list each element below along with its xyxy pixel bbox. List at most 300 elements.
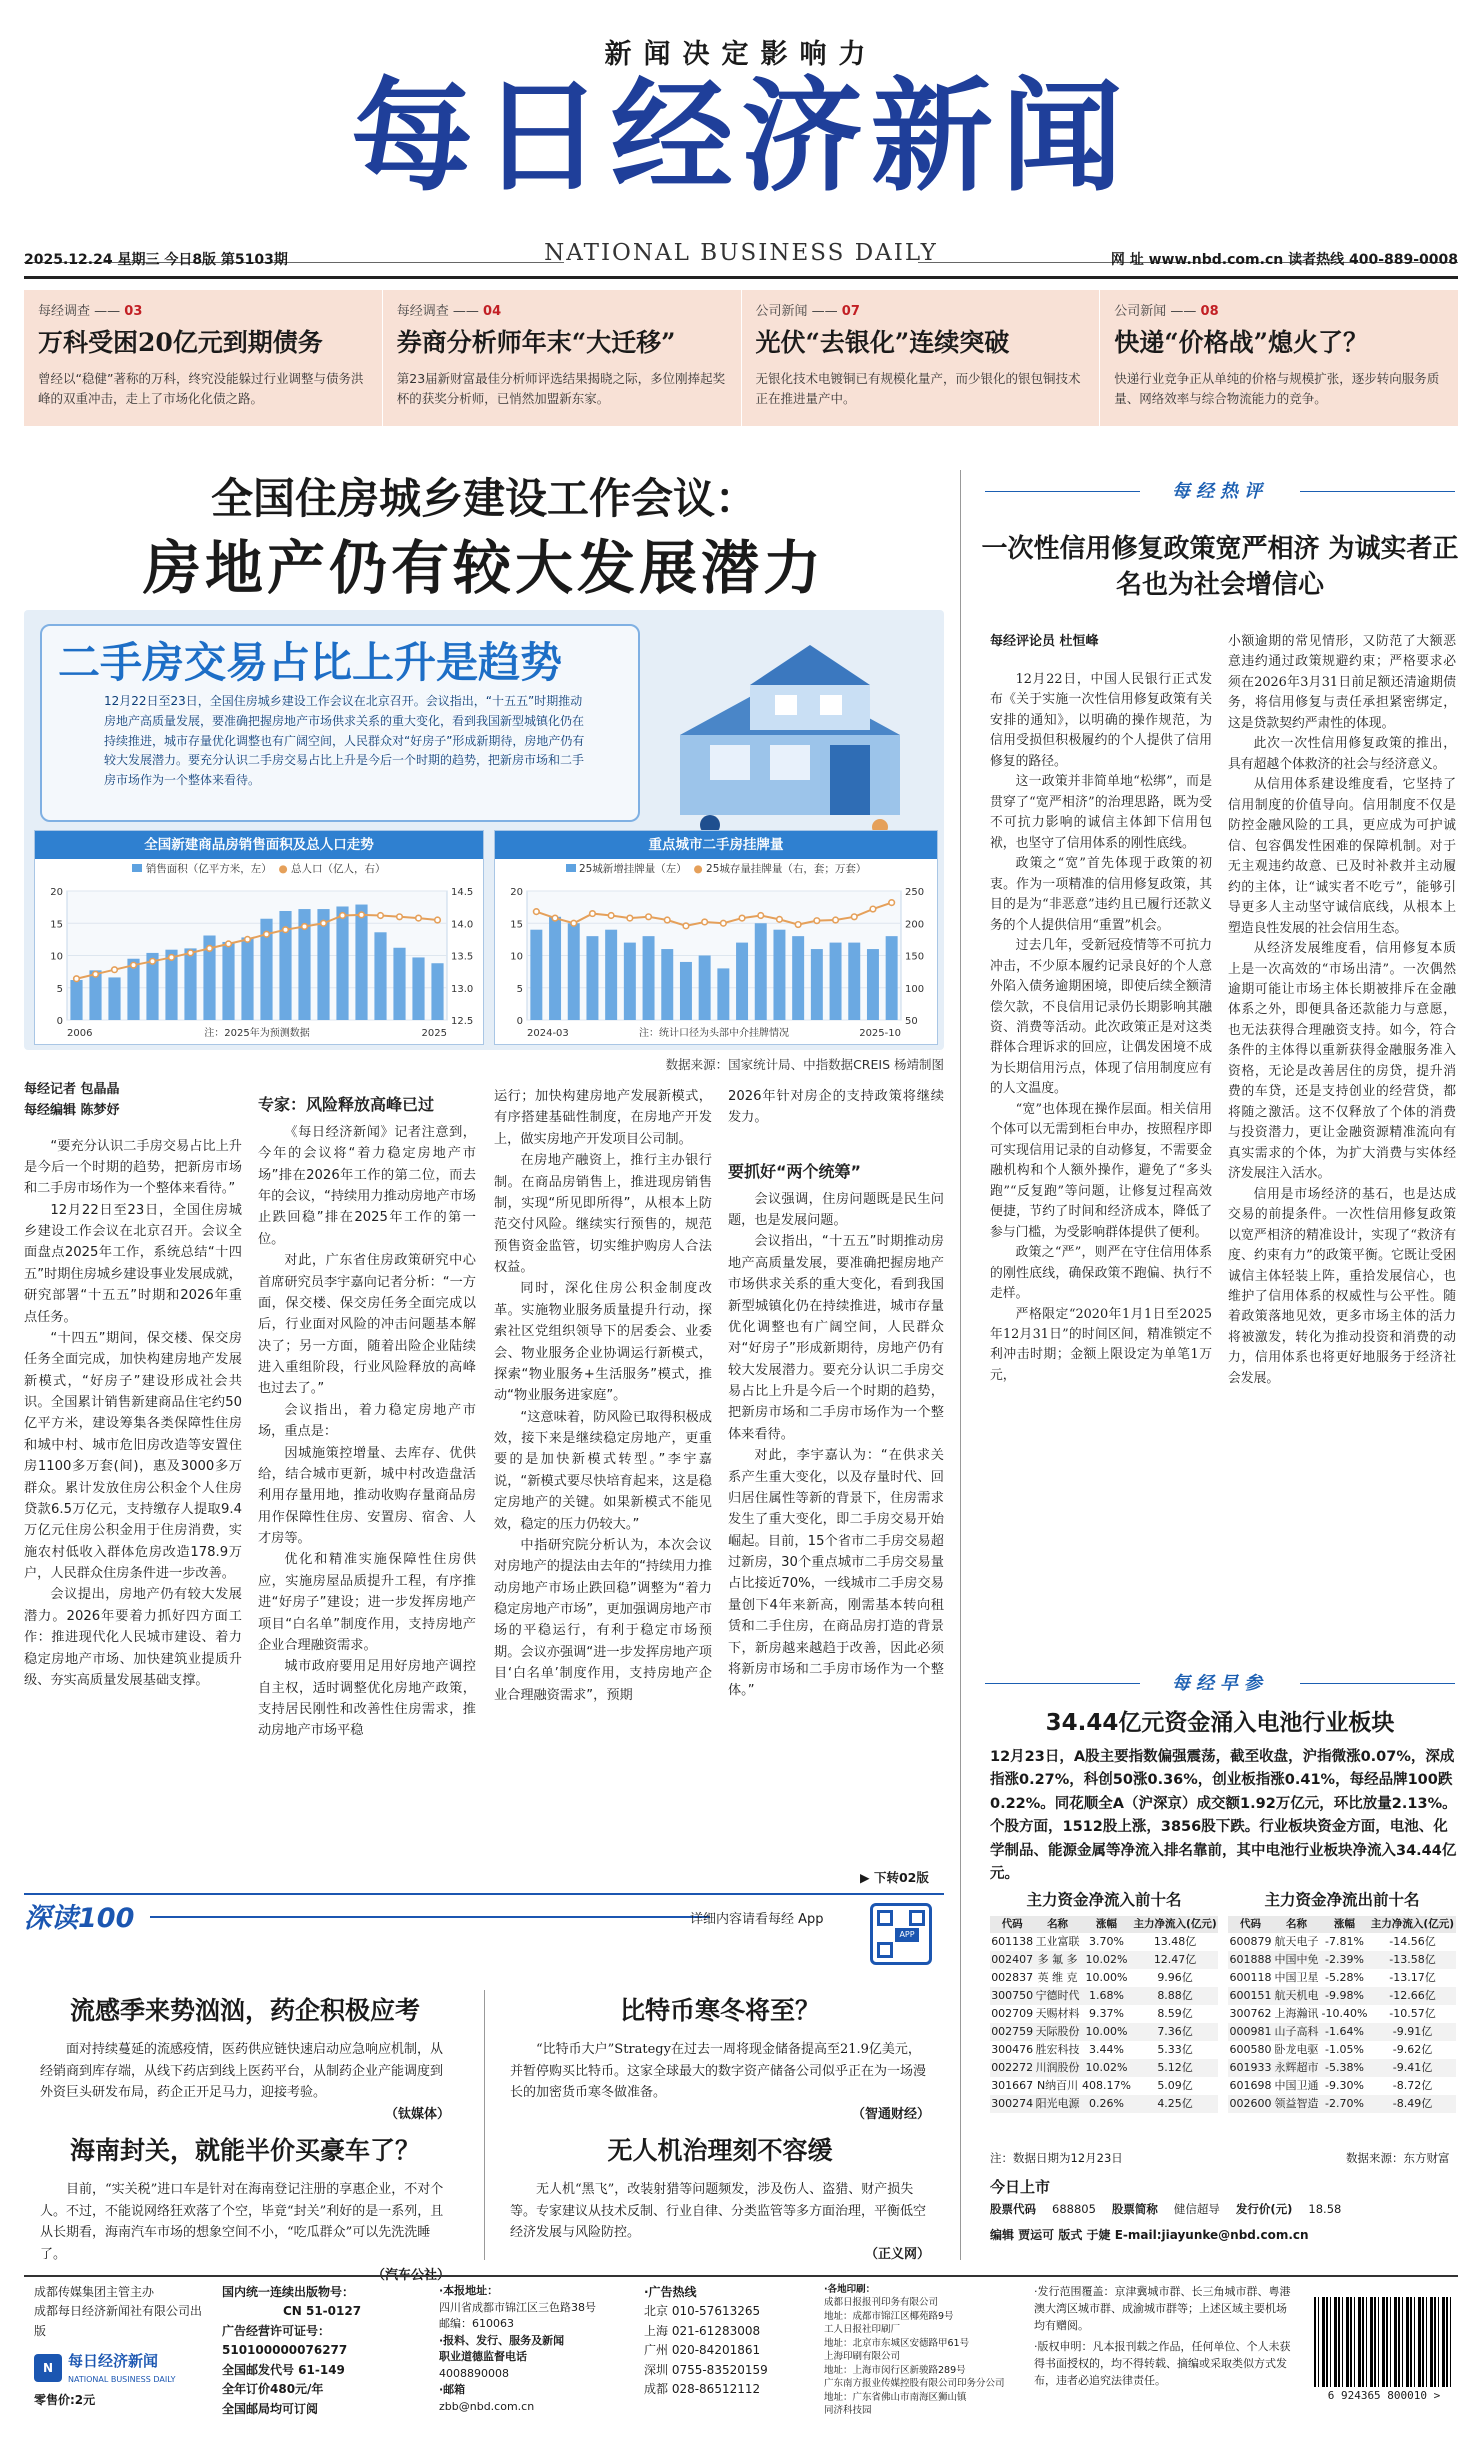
deep-read-item[interactable] — [510, 1990, 930, 2125]
paragraph: 从经济发展维度看，信用修复本质上是一次高效的“市场出清”。一次偶然逾期可能让市场主体长期被排斥在金融体系之外，即便具备还款能力与意愿，也无法获得合理融资支持。如今，符合条件的主体得以重新获得金融服务准入资格，无论是改善居住的房贷，提升消费的车贷，还是支持创业的经营贷，都将随之激活。这不仅释放了个体的消费与投资潜力，更让金融资源精准流向有真实需求的个体，为扩大消费与实体经济发展注入活水。 — [1228, 941, 1456, 1182]
deep-read-item[interactable] — [40, 2130, 450, 2286]
article-column-4 — [728, 1086, 944, 1702]
table-cell: -1.64% — [1325, 2024, 1364, 2038]
footer-registration: 国内统一连续出版物号： CN 51-0127 广告经营许可证号：510100000076277 全国邮发代号 61-149 全年订价480元/年 全国邮局均可订阅 — [222, 2285, 362, 2416]
table-cell: 002272 — [991, 2060, 1034, 2074]
deep-read-rule — [24, 1893, 944, 1895]
line-point — [93, 972, 99, 978]
table-cell: 601933 — [1229, 2060, 1272, 2074]
table-header: 主力净流入(亿元) — [1132, 1916, 1218, 1933]
table-cell: -9.91亿 — [1392, 2024, 1433, 2038]
teaser-section: 每经调查 —— 03 — [38, 304, 143, 319]
table-row — [1228, 2041, 1456, 2059]
table-cell: 4.25亿 — [1157, 2097, 1193, 2111]
deep-read-line — [150, 1916, 710, 1918]
table-cell: 301667 — [991, 2078, 1034, 2092]
table-header: 代码 — [1228, 1916, 1273, 1933]
table-cell: -9.62亿 — [1392, 2042, 1433, 2056]
publisher-line: 成都传媒集团主管主办 — [34, 2285, 155, 2299]
table-cell: 300274 — [991, 2097, 1034, 2111]
y-tick-label: 10 — [50, 951, 63, 963]
table-cell: 天赐材料 — [1035, 2006, 1080, 2020]
teaser-summary: 第23届新财富最佳分析师评选结果揭晓之际，多位刚捧起奖杯的获奖分析师，已悄然加盟新东家。 — [396, 370, 726, 406]
chart-title: 重点城市二手房挂牌量 — [495, 831, 937, 859]
paragraph: 信用是市场经济的基石，也是达成交易的前提条件。一次性信用修复政策以宽严相济的精准设计，实现了“救济有度、约束有力”的政策平衡。它既让受困诚信主体轻装上阵，重拾发展信心，也维护了信用体系的权威性与公平性。随着政策落地见效，更多市场主体的活力将被激发，转化为推动投资和消费的动力，信用体系也将更好地服务于经济社会发展。 — [1228, 1186, 1456, 1386]
bar — [830, 943, 842, 1020]
line-point — [207, 946, 213, 952]
chart-plot — [495, 879, 937, 1044]
table-cell: -2.70% — [1325, 2097, 1364, 2111]
teaser-headline: 快递“价格战”熄火了？ — [1114, 328, 1369, 358]
bar — [699, 956, 711, 1021]
table-cell: 0.26% — [1088, 2097, 1124, 2111]
paragraph: 2026年针对房企的支持政策将继续发力。 — [728, 1089, 944, 1126]
table-cell: 胜宏科技 — [1035, 2042, 1080, 2056]
opinion-column-b — [1228, 632, 1456, 1389]
table-cell: 601698 — [1229, 2078, 1272, 2092]
bar — [70, 980, 82, 1020]
table-row — [990, 1951, 1218, 1969]
bar — [549, 917, 561, 1020]
table-cell: -14.56亿 — [1389, 1934, 1436, 1948]
deep-read-item[interactable] — [510, 2130, 930, 2265]
chart-note: 注：2025年为预测数据 — [204, 1028, 310, 1040]
table-cell: 5.12亿 — [1157, 2060, 1193, 2074]
table-header: 名称 — [1034, 1916, 1080, 1933]
table-cell: 永辉超市 — [1274, 2060, 1319, 2074]
bar — [661, 949, 673, 1020]
app-label: APP — [895, 1928, 919, 1942]
table-cell: 山子高科 — [1274, 2024, 1319, 2038]
table-cell: 7.36亿 — [1157, 2024, 1193, 2038]
table-row — [990, 1987, 1218, 2005]
column-divider — [484, 1990, 485, 2260]
lead-kicker: 全国住房城乡建设工作会议： — [210, 474, 757, 523]
infographic-title: 二手房交易占比上升是趋势 — [58, 638, 563, 687]
y-tick-label: 0 — [56, 1016, 63, 1028]
teaser-headline: 券商分析师年末“大迁移” — [396, 328, 676, 358]
paragraph: 同时，深化住房公积金制度改革。实施物业服务质量提升行动，探索社区党组织领导下的居委会、业委会、物业服务企业协调运行新模式，探索“物业服务+生活服务”模式，推动“物业服务进家庭”。 — [494, 1281, 712, 1404]
table-cell: 600118 — [1229, 1970, 1272, 1984]
table-cell: 10.02% — [1085, 2060, 1128, 2074]
table-cell: 300750 — [991, 1988, 1034, 2002]
deep-read-body: “比特币大户”Strategy在过去一周将现金储备提高至21.9亿美元，并暂停购买比特币。这家全球最大的数字资产储备公司似乎正在为一场漫长的加密货币寒冬做准备。 — [510, 2042, 927, 2101]
line-point — [131, 963, 137, 969]
teaser-section: 每经调查 —— 04 — [396, 304, 502, 319]
y2-tick-label: 100 — [905, 984, 925, 996]
table-row — [990, 1969, 1218, 1987]
y-tick-label: 10 — [510, 951, 523, 963]
line-point — [435, 917, 441, 923]
line-point — [608, 913, 614, 919]
table-cell: -12.66亿 — [1389, 1988, 1436, 2002]
line-point — [416, 916, 422, 922]
line-point — [112, 967, 118, 973]
bar — [184, 949, 196, 1021]
market-headline: 34.44亿元资金涌入电池行业板块 — [1045, 1710, 1395, 1736]
bar — [848, 943, 860, 1020]
table-cell: 上海瀚讯 — [1274, 2006, 1319, 2020]
table-row — [1228, 1987, 1456, 2005]
table-note: 注：数据日期为12月23日 — [990, 2151, 1123, 2165]
table-row — [1228, 2077, 1456, 2095]
teaser-summary: 快递行业竞争正从单纯的价格与规模扩张，逐步转向服务质量、网络效率与综合物流能力的竞争。 — [1114, 370, 1440, 406]
table-cell: 10.02% — [1085, 1952, 1128, 1966]
table-cell: 12.47亿 — [1153, 1952, 1197, 1966]
paragraph: 运行；加快构建房地产发展新模式，有序搭建基础性制度，在房地产开发上，做实房地产开发项目公司制。 — [494, 1089, 712, 1147]
qr-code-icon[interactable] — [870, 1903, 932, 1965]
line-point — [188, 950, 194, 956]
table-cell: -13.17亿 — [1389, 1970, 1436, 1984]
infographic-source: 数据来源：国家统计局、中指数据CREIS 杨靖制图 — [665, 1057, 944, 1072]
continue-link[interactable]: ▶ 下转02版 — [860, 1870, 929, 1885]
bar — [736, 943, 748, 1020]
line-point — [814, 918, 820, 924]
table-row — [1228, 2005, 1456, 2023]
table-cell: -7.81% — [1325, 1934, 1364, 1948]
line-point — [226, 941, 232, 947]
chart-note: 注：统计口径为头部中介挂牌情况 — [639, 1028, 789, 1040]
table-cell: 002600 — [1229, 2097, 1272, 2111]
line-point — [397, 914, 403, 920]
price: 零售价:2元 — [34, 2392, 96, 2407]
paragraph: 这一政策并非简单地“松绑”，而是贯穿了“宽严相济”的治理思路，既为受不可抗力影响的诚信主体卸下信用包袱，也坚守了信用体系的刚性底线。 — [990, 774, 1212, 851]
bar — [586, 936, 598, 1020]
inflow-table-block — [990, 1888, 1218, 2113]
bar — [717, 969, 729, 1021]
masthead-slogan: 新闻决定影响力 — [604, 39, 878, 70]
bar — [886, 936, 898, 1020]
article-column-1 — [24, 1080, 242, 1691]
table-cell: 10.00% — [1085, 2024, 1128, 2038]
table-cell: -5.38% — [1325, 2060, 1364, 2074]
paragraph: 12月22日至23日，全国住房城乡建设工作会议在北京召开。会议全面盘点2025年工作，系统总结“十四五”时期住房城乡建设事业发展成就，研究部署“十五五”时期和2026年重点任务。 — [24, 1202, 242, 1325]
line-point — [683, 923, 689, 929]
teaser-item[interactable] — [1099, 290, 1458, 426]
paragraph: “十四五”期间，保交楼、保交房任务全面完成，加快构建房地产发展新模式，“好房子”建设形成社会共识。全国累计销售新建商品住宅约50亿平方米，建设筹集各类保障性住房和城中村、城市危旧房改造等安置住房1100多万套(间)，惠及3000多万群众。累计发放住房公积金个人住房贷款6.5万亿元，支持缴存人提取9.4万亿元住房公积金用于住房消费，实施农村低收入群体危房改造178.9万户，人民群众住房条件进一步改善。 — [24, 1330, 242, 1582]
line-point — [571, 921, 577, 927]
subheading: 要抓好“两个统筹” — [728, 1161, 862, 1181]
table-row — [990, 2005, 1218, 2023]
paragraph: 对此，广东省住房政策研究中心首席研究员李宇嘉向记者分析：“一方面，保交楼、保交房任务全面完成以后，行业面对风险的冲击问题基本解决了；另一方面，随着出险企业陆续进入重组阶段，行业风险释放的高峰也过去了。” — [258, 1253, 476, 1397]
table-cell: 中国卫通 — [1274, 2078, 1319, 2092]
table-cell: 1.68% — [1088, 1988, 1124, 2002]
table-cell: 航天电子 — [1274, 1934, 1319, 1948]
table-cell: 天际股份 — [1035, 2024, 1080, 2038]
teaser-strip — [24, 290, 1458, 426]
bar — [867, 949, 879, 1020]
table-cell: 5.33亿 — [1157, 2042, 1193, 2056]
table-cell: 408.17% — [1081, 2078, 1131, 2092]
y2-tick-label: 14.0 — [451, 919, 474, 931]
masthead-divider — [24, 276, 1458, 279]
table-cell: 601888 — [1229, 1952, 1272, 1966]
market-summary: 12月23日，A股主要指数偏强震荡，截至收盘，沪指微涨0.07%，深成指涨0.27%，科创50涨0.36%，创业板指涨0.41%，每经品牌100跌0.22%。同花顺全A（沪深京）成交额1.92万亿元，环比放量2.13%。个股方面，1512股上涨，3856股下跌。行业板块资金方面，电池、化学制品、能源金属等净流入排名靠前，其中电池行业板块净流入34.44亿元。 — [990, 1749, 1457, 1883]
line-point — [646, 914, 652, 920]
paragraph: 因城施策控增量、去库存、优供给，结合城市更新，城中村改造盘活利用存量用地，推动收购存量商品房用作保障性住房、安置房、宿舍、人才房等。 — [258, 1445, 476, 1547]
table-cell: -8.72亿 — [1392, 2078, 1433, 2092]
table-cell: 000981 — [1229, 2024, 1272, 2038]
paragraph: 会议指出，着力稳定房地产市场，重点是： — [258, 1402, 476, 1440]
table-header: 涨幅 — [1081, 1916, 1132, 1933]
bar — [792, 936, 804, 1020]
table-cell: 5.09亿 — [1157, 2078, 1193, 2092]
paragraph: 政策之“严”，则严在守住信用体系的刚性底线，确保政策不跑偏、执行不走样。 — [990, 1245, 1212, 1302]
ipo-row: 股票代码 688805 股票简称 健信超导 发行价(元) 18.58 — [990, 2202, 1342, 2216]
bar — [393, 948, 405, 1020]
table-row — [1228, 1951, 1456, 1969]
table-cell: 中国卫星 — [1274, 1970, 1319, 1984]
table-row — [990, 2077, 1218, 2095]
deep-read-more[interactable]: 详细内容请看每经 App — [690, 1912, 824, 1927]
opinion-headline: 一次性信用修复政策宽严相济 为诚实者正名也为社会增信心 — [981, 534, 1459, 600]
paragraph: 对此，李宇嘉认为：“在供求关系产生重大变化，以及存量时代、回归居住属性等新的背景下，住房需求发生了重大变化，即二手房交易开始崛起。目前，15个省市二手房交易超过新房，30个重点城市二手房交易量占比接近70%，一线城市二手房交易量创下4年来新高，刚需基本转向租赁和二手住房，在商品房打造的背景下，新房越来越趋于改善，因此必须将新房市场和二手房市场作为一个整体。” — [728, 1448, 944, 1699]
teaser-summary: 无银化技术电镀铜已有规模化量产，而少银化的银包铜技术正在推进量产中。 — [755, 370, 1081, 406]
x-tick-label: 2006 — [67, 1028, 93, 1040]
table-cell: -13.58亿 — [1389, 1952, 1436, 1966]
table-cell: N纳百川 — [1036, 2078, 1079, 2092]
reporter-byline: 每经记者 包晶晶 — [24, 1082, 120, 1097]
deep-read-title: 海南封关，就能半价买豪车了？ — [69, 2136, 420, 2165]
deep-read-body: 目前，“实关税”进口车是针对在海南登记注册的享惠企业，不对个人。不过，不能说网络狂欢落了个空，毕竟“封关”利好的是一系列，且从长期看，海南汽车市场的想象空间不小，“吃瓜群众”可以先洗洗睡了。 — [40, 2182, 444, 2262]
bar — [222, 942, 234, 1020]
table-cell: 川润股份 — [1035, 2060, 1080, 2074]
teaser-item[interactable] — [382, 290, 741, 426]
teaser-item[interactable] — [24, 290, 382, 426]
line-point — [552, 916, 558, 922]
table-cell: 工业富联 — [1035, 1934, 1080, 1948]
y2-tick-label: 50 — [905, 1016, 918, 1028]
y2-tick-label: 12.5 — [451, 1016, 474, 1028]
y-tick-label: 15 — [50, 919, 63, 931]
table-row — [990, 2059, 1218, 2077]
bar — [643, 936, 655, 1020]
table-header: 名称 — [1273, 1916, 1320, 1933]
paragraph: 城市政府要用足用好房地产调控自主权，适时调整优化房地产政策，支持居民刚性和改善性住房需求，推动房地产市场平稳 — [258, 1659, 476, 1739]
table-header: 涨幅 — [1320, 1916, 1369, 1933]
table-row — [990, 2041, 1218, 2059]
table-cell: 9.37% — [1088, 2006, 1124, 2020]
ipo-title: 今日上市 — [990, 2178, 1051, 2196]
line-point — [378, 913, 384, 919]
table-row — [1228, 1933, 1456, 1951]
table-cell: 10.00% — [1085, 1970, 1128, 1984]
paragraph: 优化和精准实施保障性住房供应，实施房屋品质提升工程，有序推进“好房子”建设；进一步发挥房地产项目“白名单”制度作用，支持房地产企业合理融资需求。 — [258, 1552, 476, 1653]
chart-title: 全国新建商品房销售面积及总人口走势 — [35, 831, 483, 859]
line-point — [340, 913, 346, 919]
y-tick-label: 5 — [516, 984, 523, 996]
paragraph: 会议提出，房地产仍有较大发展潜力。2026年要着力抓好四方面工作：推进现代化人民城市建设、着力稳定房地产市场、加快建筑业提质升级、夯实高质量发展基础支撑。 — [24, 1587, 242, 1688]
y-tick-label: 15 — [510, 919, 523, 931]
outflow-table — [1228, 1916, 1456, 2113]
table-cell: -9.98% — [1325, 1988, 1364, 2002]
paragraph: “要充分认识二手房交易占比上升是今后一个时期的趋势，把新房市场和二手房市场作为一个整体来看待。” — [24, 1138, 242, 1197]
table-cell: 多 氟 多 — [1037, 1952, 1078, 1966]
deep-read-source: （汽车公社） — [371, 2268, 450, 2283]
footer-address: ·本报地址： 四川省成都市锦江区三色路38号 邮编：610063 ·报料、发行、服务及新闻 职业道德监督电话 4008890008 ·邮箱 zbb@nbd.com.cn — [439, 2284, 596, 2413]
publisher-line: 成都每日经济新闻社有限公司出版 — [34, 2304, 203, 2338]
table-cell: 601138 — [991, 1934, 1034, 1948]
line-point — [169, 955, 175, 961]
bar — [811, 949, 823, 1020]
line-point — [627, 916, 633, 922]
issue-date: 2025.12.24 星期三 今日8版 第5103期 — [24, 252, 288, 268]
deep-read-source: （钛媒体） — [384, 2106, 450, 2122]
footer-publisher — [34, 2283, 209, 2410]
teaser-headline: 光伏“去银化”连续突破 — [755, 328, 1010, 358]
paragraph: 会议指出，“十五五”时期推动房地产高质量发展，要准确把握房地产市场供求关系的重大变化，看到我国新型城镇化仍在持续推进，城市存量优化调整也有广阔空间，人民群众对“好房子”形成新期待，房地产仍有较大发展潜力。要充分认识二手房交易占比上升是今后一个时期的趋势，把新房市场和二手房市场作为一个整体来看待。 — [728, 1234, 944, 1442]
inflow-table — [990, 1916, 1218, 2113]
bar — [374, 933, 386, 1021]
barcode-icon — [1314, 2297, 1454, 2405]
deep-read-source: （智通财经） — [851, 2106, 930, 2122]
paragraph: 过去几年，受新冠疫情等不可抗力冲击，不少原本履约记录良好的个人意外陷入债务逾期困境，即使后续全额清偿欠款，不良信用记录仍长期影响其融资、消费等活动。此次政策正是对这类群体合理诉求的回应，让偶发困境不成为长期信用污点，体现了信用制度应有的人文温度。 — [990, 938, 1212, 1097]
masthead-contact: 网 址 www.nbd.com.cn 读者热线 400-889-0008 — [1110, 252, 1458, 268]
table-cell: -8.49亿 — [1392, 2097, 1433, 2111]
table-header: 主力净流入(亿元) — [1369, 1916, 1456, 1933]
table-cell: 002709 — [991, 2006, 1034, 2020]
lead-headline: 房地产仍有较大发展潜力 — [142, 534, 825, 602]
table-cell: -9.41亿 — [1392, 2060, 1433, 2074]
line-point — [851, 914, 857, 920]
editor-byline: 每经编辑 陈梦妤 — [24, 1102, 120, 1118]
table-header: 代码 — [990, 1916, 1034, 1933]
y-tick-label: 20 — [510, 887, 523, 899]
table-row — [1228, 2095, 1456, 2113]
paragraph: 严格限定“2020年1月1日至2025年12月31日”的时间区间，精准锁定不利冲击时期；金额上限设定为单笔1万元， — [990, 1306, 1212, 1383]
line-point — [150, 959, 156, 965]
paragraph: 在房地产融资上，推行主办银行制。在商品房销售上，推进现房销售制，实现“所见即所得”，从根本上防范交付风险。继续实行预售的，规范预售资金监管，切实维护购房人合法权益。 — [494, 1153, 712, 1275]
table-title: 主力资金净流出前十名 — [1264, 1890, 1420, 1909]
bar — [773, 930, 785, 1020]
bar — [680, 962, 692, 1020]
table-cell: -2.39% — [1325, 1952, 1364, 1966]
table-cell: -10.57亿 — [1389, 2006, 1436, 2020]
footer-logo-text: 每日经济新闻 — [68, 2352, 159, 2371]
paragraph: 中指研究院分析认为，本次会议对房地产的提法由去年的“持续用力推动房地产市场止跌回稳”调整为“着力稳定房地产市场”，更加强调房地产市场的平稳运行，有利于稳定市场预期。会议亦强调“进一步发挥房地产项目‘白名单’制度作用，支持房地产企业合理融资需求”，预期 — [494, 1537, 712, 1703]
y2-tick-label: 200 — [905, 919, 925, 931]
footer-logo-english: NATIONAL BUSINESS DAILY — [68, 2374, 176, 2384]
paragraph: 此次一次性信用修复政策的推出，具有超越个体救济的社会与经济意义。 — [1228, 736, 1456, 772]
deep-read-item[interactable] — [40, 1990, 450, 2125]
chart-listings — [494, 830, 938, 1045]
table-cell: 600151 — [1229, 1988, 1272, 2002]
table-cell: 600580 — [1229, 2042, 1272, 2056]
table-row — [1228, 2059, 1456, 2077]
bar — [241, 938, 253, 1021]
x-tick-label: 2024-03 — [527, 1028, 569, 1040]
bar — [568, 924, 580, 1021]
line-point — [302, 924, 308, 930]
table-row — [1228, 2023, 1456, 2041]
line-point — [264, 932, 270, 938]
table-cell: 3.44% — [1088, 2042, 1124, 2056]
market-tag-bar — [985, 1672, 1455, 1696]
deep-read-logo: 深读100 — [24, 1903, 135, 1934]
bar — [605, 930, 617, 1020]
paragraph: 会议强调，住房问题既是民生问题，也是发展问题。 — [728, 1191, 944, 1229]
paragraph: “这意味着，防风险已取得积极成效，接下来是继续稳定房地产，更重要的是加快新模式转型。”李宇嘉说，“新模式要尽快培育起来，这是稳定房地产的关键。如果新模式不能见效，稳定的压力仍较大。” — [494, 1409, 712, 1532]
nbd-logo-icon: N — [34, 2354, 62, 2382]
chart-legend: 25城新增挂牌量（左） ● 25城存量挂牌量（右，套；万套） — [495, 859, 937, 879]
teaser-item[interactable] — [741, 290, 1100, 426]
masthead-english: NATIONAL BUSINESS DAILY — [544, 240, 938, 266]
y2-tick-label: 150 — [905, 951, 925, 963]
footer-notice: ·发行范围覆盖：京津冀城市群、长三角城市群、粤港澳大湾区城市群、成渝城市群等；上述区域主要机场均有赠阅。 ·版权申明：凡本报刊载之作品，任何单位、个人未获得书面授权的，均不得转载、摘编或采取类似方式发布，违者必追究法律责任。 — [1034, 2285, 1291, 2388]
page-editor: 编辑 贾运可 版式 于婕 E-mail:jiayunke@nbd.com.cn — [990, 2228, 1309, 2242]
table-cell: -9.30% — [1325, 2078, 1364, 2092]
paragraph: 政策之“宽”首先体现于政策的初衷。作为一项精准的信用修复政策，其目的是为“非恶意”违约且已履行还款义务的个人提供信用“重置”机会。 — [990, 856, 1212, 933]
y2-tick-label: 14.5 — [451, 887, 474, 899]
teaser-section: 公司新闻 —— 07 — [755, 304, 860, 319]
line-point — [664, 917, 670, 923]
paragraph: 从信用体系建设维度看，它坚持了信用制度的价值导向。信用制度不仅是防控金融风险的工具，更应成为可护诚信、包容偶发性困难的保障机制。对于无主观违约故意、已及时补救并主动履约的主体，让“诚实者不吃亏”，能够引导更多人主动坚守诚信底线，从根本上塑造良性发展的社会信用生态。 — [1228, 777, 1456, 936]
table-cell: 300476 — [991, 2042, 1034, 2056]
line-point — [359, 912, 365, 918]
line-point — [534, 909, 540, 915]
paragraph: 小额逾期的常见情形，又防范了大额恶意违约通过政策规避约束；严格要求必须在2026年3月31日前足额还清逾期债务，将信用修复与责任承担紧密绑定，这是贷款契约严肃性的体现。 — [1228, 634, 1456, 731]
table-cell: 领益智造 — [1274, 2097, 1319, 2111]
line-point — [721, 921, 727, 927]
table-cell: 中国中免 — [1274, 1952, 1319, 1966]
x-tick-label: 2025-10 — [859, 1028, 901, 1040]
y-tick-label: 0 — [516, 1016, 523, 1028]
table-cell: 002407 — [991, 1952, 1034, 1966]
table-cell: 8.59亿 — [1157, 2006, 1193, 2020]
bar — [108, 978, 120, 1021]
deep-read-body: 无人机“黑飞”，改装射猎等问题频发，涉及伤人、盗猎、财产损失等。专家建议从技术反制、行业自律、分类监管等多方面治理，平衡低空经济发展与风险防控。 — [510, 2182, 927, 2241]
chart-sales-population — [34, 830, 484, 1045]
footer-logo — [34, 2349, 209, 2386]
line-point — [74, 976, 80, 982]
y2-tick-label: 250 — [905, 887, 925, 899]
opinion-column-a — [990, 670, 1212, 1386]
bar — [755, 924, 767, 1021]
line-point — [702, 919, 708, 925]
article-column-2 — [258, 1086, 476, 1742]
article-column-3 — [494, 1086, 712, 1706]
y2-tick-label: 13.0 — [451, 984, 474, 996]
line-point — [833, 917, 839, 923]
teaser-section: 公司新闻 —— 08 — [1114, 304, 1219, 319]
bar — [530, 930, 542, 1020]
table-cell: -10.40% — [1321, 2006, 1368, 2020]
infographic-blurb: 12月22日至23日，全国住房城乡建设工作会议在北京召开。会议指出，“十五五”时期推动房地产高质量发展，要准确把握房地产市场供求关系的重大变化，看到我国新型城镇化仍在持续推进，城市存量优化调整也有广阔空间，人民群众对“好房子”形成新期待，房地产仍有较大发展潜力。要充分认识二手房交易占比上升是今后一个时期的趋势，把新房市场和二手房市场作为一个整体来看待。 — [104, 694, 585, 788]
table-cell: 宁德时代 — [1035, 1988, 1080, 2002]
table-cell: -5.28% — [1325, 1970, 1364, 1984]
deep-read-title: 无人机治理刻不容缓 — [607, 2136, 833, 2165]
paragraph: “宽”也体现在操作层面。相关信用个体可以无需到柜台申办，按照程序即可实现信用记录的自动修复，不需要金融机构和个人额外操作，避免了“多头跑”“反复跑”等问题，让修复过程高效便捷，节约了时间和经济成本，降低了参与门槛，为受影响群体提供了便利。 — [990, 1101, 1212, 1240]
chart-plot — [35, 879, 483, 1044]
outflow-table-block — [1228, 1888, 1456, 2113]
bar — [355, 905, 367, 1020]
table-row — [990, 2095, 1218, 2113]
bar — [431, 964, 443, 1021]
line-point — [777, 917, 783, 923]
table-cell: 卧龙电驱 — [1274, 2042, 1319, 2056]
bar — [412, 958, 424, 1021]
bar — [336, 907, 348, 1021]
footer-printing: ·各地印刷： 成都日报报刊印务有限公司 地址：成都市锦江区椰苑路9号 工人日报社印刷厂 地址：北京市东城区安德路甲61号 上海印刷有限公司 地址：上海市闵行区新骏路289号 广东南方报业传媒控股有限公司印务分公司 地址：广东省佛山市南海区狮山镇 同济科技园 — [824, 2284, 1005, 2417]
table-cell: 600879 — [1229, 1934, 1272, 1948]
teaser-summary: 曾经以“稳健”著称的万科，终究没能躲过行业调整与债务洪峰的双重冲击，走上了市场化化债之路。 — [38, 370, 364, 406]
table-cell: 阳光电源 — [1035, 2097, 1080, 2111]
table-cell: 9.96亿 — [1157, 1970, 1193, 1984]
table-cell: 002759 — [991, 2024, 1034, 2038]
opinion-tag: 每经热评 — [1140, 478, 1300, 506]
deep-read-title: 流感季来势汹汹，药企积极应考 — [69, 1996, 420, 2025]
table-cell: -1.05% — [1325, 2042, 1364, 2056]
